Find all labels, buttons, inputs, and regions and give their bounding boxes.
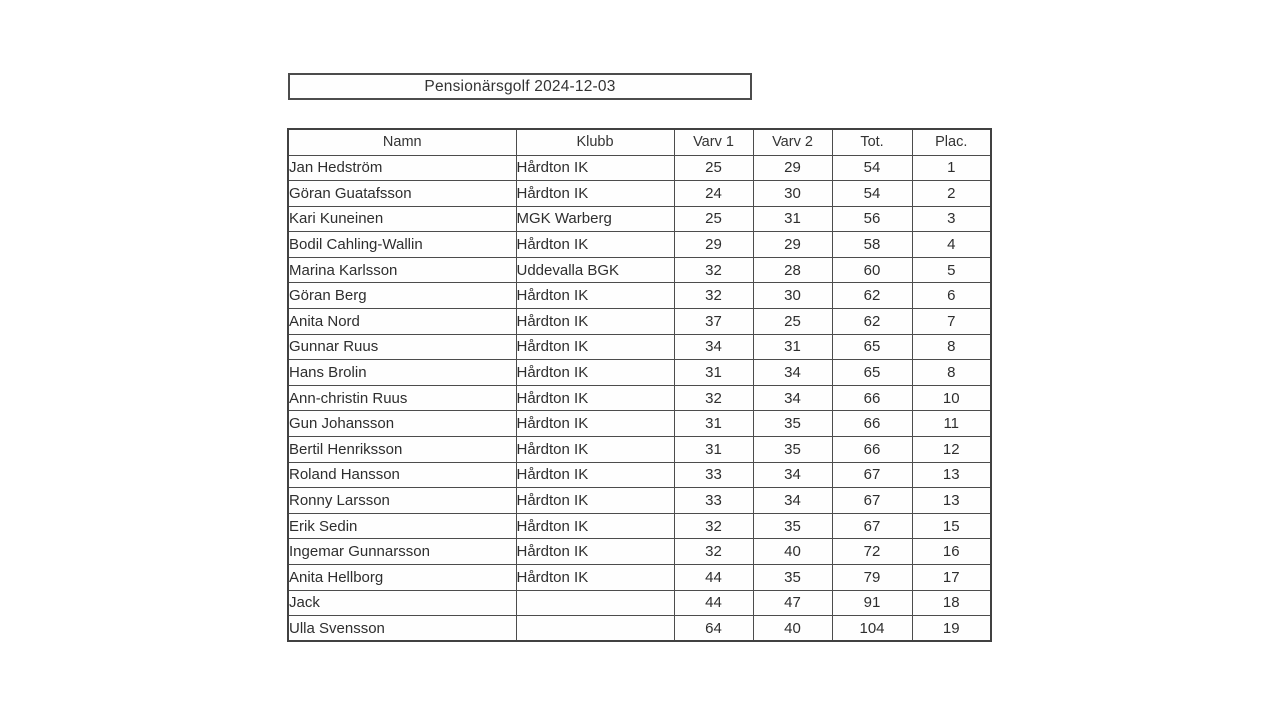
total-cell: 67 bbox=[832, 513, 912, 539]
total-cell: 62 bbox=[832, 283, 912, 309]
club-cell: Hårdton IK bbox=[516, 462, 674, 488]
header-row bbox=[288, 129, 991, 155]
lap1-cell: 44 bbox=[674, 590, 753, 616]
club-cell: Hårdton IK bbox=[516, 437, 674, 463]
table-row bbox=[288, 232, 991, 258]
total-cell: 60 bbox=[832, 257, 912, 283]
lap1-cell: 32 bbox=[674, 385, 753, 411]
table-row bbox=[288, 334, 991, 360]
total-cell: 104 bbox=[832, 616, 912, 642]
lap2-cell: 34 bbox=[753, 462, 832, 488]
table-row bbox=[288, 309, 991, 335]
name-cell: Ulla Svensson bbox=[288, 616, 516, 642]
place-cell: 8 bbox=[912, 334, 991, 360]
lap1-cell: 34 bbox=[674, 334, 753, 360]
table-row bbox=[288, 590, 991, 616]
name-cell: Ronny Larsson bbox=[288, 488, 516, 514]
lap2-cell: 40 bbox=[753, 539, 832, 565]
column-header-namn: Namn bbox=[288, 129, 516, 155]
name-cell: Jack bbox=[288, 590, 516, 616]
lap2-cell: 29 bbox=[753, 155, 832, 181]
name-cell: Marina Karlsson bbox=[288, 257, 516, 283]
lap1-cell: 32 bbox=[674, 513, 753, 539]
name-cell: Ann-christin Ruus bbox=[288, 385, 516, 411]
club-cell: Hårdton IK bbox=[516, 232, 674, 258]
name-cell: Hans Brolin bbox=[288, 360, 516, 386]
table-row bbox=[288, 616, 991, 642]
place-cell: 12 bbox=[912, 437, 991, 463]
table-row bbox=[288, 283, 991, 309]
club-cell: Hårdton IK bbox=[516, 565, 674, 591]
column-header-klubb: Klubb bbox=[516, 129, 674, 155]
total-cell: 58 bbox=[832, 232, 912, 258]
total-cell: 91 bbox=[832, 590, 912, 616]
table-row bbox=[288, 181, 991, 207]
lap2-cell: 31 bbox=[753, 206, 832, 232]
name-cell: Bodil Cahling-Wallin bbox=[288, 232, 516, 258]
place-cell: 17 bbox=[912, 565, 991, 591]
lap1-cell: 31 bbox=[674, 411, 753, 437]
club-cell: Hårdton IK bbox=[516, 488, 674, 514]
club-cell: Hårdton IK bbox=[516, 155, 674, 181]
club-cell: MGK Warberg bbox=[516, 206, 674, 232]
total-cell: 66 bbox=[832, 411, 912, 437]
lap1-cell: 29 bbox=[674, 232, 753, 258]
name-cell: Bertil Henriksson bbox=[288, 437, 516, 463]
total-cell: 54 bbox=[832, 181, 912, 207]
title-box bbox=[288, 73, 752, 100]
name-cell: Göran Berg bbox=[288, 283, 516, 309]
club-cell: Hårdton IK bbox=[516, 334, 674, 360]
lap1-cell: 25 bbox=[674, 155, 753, 181]
place-cell: 7 bbox=[912, 309, 991, 335]
name-cell: Erik Sedin bbox=[288, 513, 516, 539]
lap2-cell: 28 bbox=[753, 257, 832, 283]
name-cell: Göran Guatafsson bbox=[288, 181, 516, 207]
lap2-cell: 30 bbox=[753, 181, 832, 207]
column-header-varv2: Varv 2 bbox=[753, 129, 832, 155]
place-cell: 3 bbox=[912, 206, 991, 232]
place-cell: 4 bbox=[912, 232, 991, 258]
club-cell: Hårdton IK bbox=[516, 283, 674, 309]
lap2-cell: 40 bbox=[753, 616, 832, 642]
lap2-cell: 35 bbox=[753, 437, 832, 463]
table-row bbox=[288, 513, 991, 539]
lap1-cell: 33 bbox=[674, 488, 753, 514]
lap2-cell: 30 bbox=[753, 283, 832, 309]
club-cell: Hårdton IK bbox=[516, 539, 674, 565]
table-row bbox=[288, 488, 991, 514]
place-cell: 18 bbox=[912, 590, 991, 616]
name-cell: Gunnar Ruus bbox=[288, 334, 516, 360]
place-cell: 19 bbox=[912, 616, 991, 642]
total-cell: 54 bbox=[832, 155, 912, 181]
lap1-cell: 32 bbox=[674, 539, 753, 565]
place-cell: 2 bbox=[912, 181, 991, 207]
name-cell: Ingemar Gunnarsson bbox=[288, 539, 516, 565]
club-cell: Hårdton IK bbox=[516, 385, 674, 411]
total-cell: 56 bbox=[832, 206, 912, 232]
total-cell: 62 bbox=[832, 309, 912, 335]
table-row bbox=[288, 155, 991, 181]
lap1-cell: 32 bbox=[674, 257, 753, 283]
column-header-varv1: Varv 1 bbox=[674, 129, 753, 155]
lap1-cell: 33 bbox=[674, 462, 753, 488]
name-cell: Gun Johansson bbox=[288, 411, 516, 437]
place-cell: 13 bbox=[912, 488, 991, 514]
total-cell: 72 bbox=[832, 539, 912, 565]
lap1-cell: 32 bbox=[674, 283, 753, 309]
lap2-cell: 34 bbox=[753, 385, 832, 411]
lap2-cell: 35 bbox=[753, 411, 832, 437]
name-cell: Kari Kuneinen bbox=[288, 206, 516, 232]
lap1-cell: 64 bbox=[674, 616, 753, 642]
place-cell: 16 bbox=[912, 539, 991, 565]
lap2-cell: 29 bbox=[753, 232, 832, 258]
club-cell bbox=[516, 590, 674, 616]
table-row bbox=[288, 360, 991, 386]
lap2-cell: 34 bbox=[753, 360, 832, 386]
place-cell: 6 bbox=[912, 283, 991, 309]
total-cell: 67 bbox=[832, 462, 912, 488]
total-cell: 66 bbox=[832, 385, 912, 411]
lap1-cell: 24 bbox=[674, 181, 753, 207]
place-cell: 10 bbox=[912, 385, 991, 411]
table-row bbox=[288, 462, 991, 488]
total-cell: 79 bbox=[832, 565, 912, 591]
lap2-cell: 31 bbox=[753, 334, 832, 360]
lap1-cell: 31 bbox=[674, 437, 753, 463]
lap1-cell: 37 bbox=[674, 309, 753, 335]
results-table-body bbox=[288, 155, 991, 641]
place-cell: 1 bbox=[912, 155, 991, 181]
name-cell: Anita Nord bbox=[288, 309, 516, 335]
column-header-plac: Plac. bbox=[912, 129, 991, 155]
total-cell: 65 bbox=[832, 360, 912, 386]
lap2-cell: 25 bbox=[753, 309, 832, 335]
place-cell: 5 bbox=[912, 257, 991, 283]
club-cell: Hårdton IK bbox=[516, 360, 674, 386]
club-cell: Hårdton IK bbox=[516, 181, 674, 207]
club-cell: Hårdton IK bbox=[516, 309, 674, 335]
results-table-header bbox=[288, 129, 991, 155]
name-cell: Anita Hellborg bbox=[288, 565, 516, 591]
table-row bbox=[288, 206, 991, 232]
lap1-cell: 31 bbox=[674, 360, 753, 386]
place-cell: 11 bbox=[912, 411, 991, 437]
name-cell: Jan Hedström bbox=[288, 155, 516, 181]
table-row bbox=[288, 411, 991, 437]
total-cell: 65 bbox=[832, 334, 912, 360]
document-title: Pensionärsgolf 2024-12-03 bbox=[424, 77, 616, 95]
table-row bbox=[288, 385, 991, 411]
lap2-cell: 35 bbox=[753, 565, 832, 591]
lap1-cell: 44 bbox=[674, 565, 753, 591]
place-cell: 15 bbox=[912, 513, 991, 539]
club-cell: Hårdton IK bbox=[516, 411, 674, 437]
place-cell: 8 bbox=[912, 360, 991, 386]
club-cell bbox=[516, 616, 674, 642]
table-row bbox=[288, 257, 991, 283]
total-cell: 67 bbox=[832, 488, 912, 514]
table-row bbox=[288, 565, 991, 591]
club-cell: Hårdton IK bbox=[516, 513, 674, 539]
name-cell: Roland Hansson bbox=[288, 462, 516, 488]
lap2-cell: 34 bbox=[753, 488, 832, 514]
table-row bbox=[288, 539, 991, 565]
place-cell: 13 bbox=[912, 462, 991, 488]
lap1-cell: 25 bbox=[674, 206, 753, 232]
column-header-tot: Tot. bbox=[832, 129, 912, 155]
lap2-cell: 35 bbox=[753, 513, 832, 539]
table-row bbox=[288, 437, 991, 463]
total-cell: 66 bbox=[832, 437, 912, 463]
lap2-cell: 47 bbox=[753, 590, 832, 616]
club-cell: Uddevalla BGK bbox=[516, 257, 674, 283]
results-table bbox=[287, 128, 992, 642]
